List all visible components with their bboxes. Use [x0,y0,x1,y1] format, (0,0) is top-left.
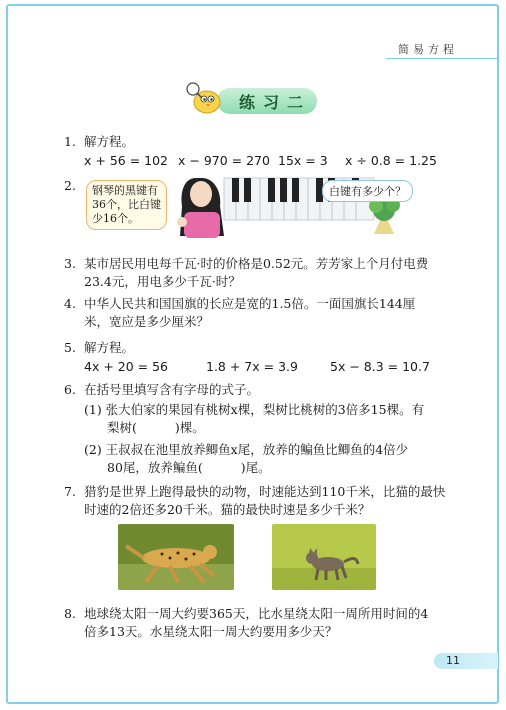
wildcat-photo [272,524,376,590]
q2-question-bubble: 白键有多少个？ [322,180,413,202]
q2-bubble-line-3: 少16个。 [92,212,139,225]
q7-line-2: 时速的2倍还多20千米。猫的最快时速是多少千米？ [84,502,371,517]
q6-a-prefix: 梨树( [107,420,137,435]
q6-part-a-line-1: (1) 张大伯家的果园有桃树x棵，梨树比桃树的3倍多15棵。有 [84,402,425,417]
page-number: 11 [446,654,460,667]
q5-equation-a: 4x + 20 = 56 [84,359,169,374]
page-header: 简易方程 [398,43,458,56]
q6-b-prefix: 80尾，放养鳊鱼( [107,460,203,475]
q1-number: 1. [64,134,76,149]
q4-number: 4. [64,296,76,311]
q6-number: 6. [64,382,76,397]
q7-line-1: 猎豹是世界上跑得最快的动物，时速能达到110千米，比猫的最快 [84,484,446,499]
q2-bubble-line-1: 钢琴的黑键有 [92,184,158,197]
q1-equation-b: x − 970 = 270 [178,153,270,168]
q8-number: 8. [64,606,76,621]
q6-instruction: 在括号里填写含有字母的式子。 [84,382,260,397]
q3-number: 3. [64,256,76,271]
q1-equation-a: x + 56 = 102 [84,153,169,168]
q4-line-1: 中华人民共和国国旗的长应是宽的1.5倍。一面国旗长144厘 [84,296,416,311]
q2-number: 2. [64,178,76,193]
header-rule [386,58,498,59]
q8-line-2: 倍多13天。水星绕太阳一周大约要用多少天？ [84,624,338,639]
q6-b-suffix: )尾。 [240,460,271,475]
q3-line-2: 23.4元，用电多少千瓦·时？ [84,274,241,289]
q5-number: 5. [64,340,76,355]
section-title [185,80,321,116]
q1-equation-c: 15x = 3 [278,153,328,168]
q3-line-1: 某市居民用电每千瓦·时的价格是0.52元。芳芳家上个月付电费 [84,256,429,271]
q1-equation-d: x ÷ 0.8 = 1.25 [345,153,437,168]
cheetah-photo [118,524,234,590]
q2-speech-bubble [86,180,167,230]
bird-mascot-icon [185,80,225,118]
q6-part-b-line-1: (2) 王叔叔在池里放养鲫鱼x尾，放养的鳊鱼比鲫鱼的4倍少 [84,442,409,457]
q4-line-2: 米，宽应是多少厘米？ [84,314,210,329]
exercise-title: 练习二 [239,93,312,112]
q7-number: 7. [64,484,76,499]
q6-a-suffix: )棵。 [174,420,205,435]
q1-instruction: 解方程。 [84,134,135,149]
page-number-bar [434,653,498,669]
q8-line-1: 地球绕太阳一周大约要365天，比水星绕太阳一周所用时间的4 [84,606,429,621]
q2-bubble-line-2: 36个，比白键 [92,198,161,211]
q5-instruction: 解方程。 [84,340,135,355]
q5-equation-c: 5x − 8.3 = 10.7 [330,359,430,374]
q6-part-a-line-2 [107,420,205,436]
q6-part-b-line-2 [107,460,271,476]
q5-equation-b: 1.8 + 7x = 3.9 [206,359,298,374]
